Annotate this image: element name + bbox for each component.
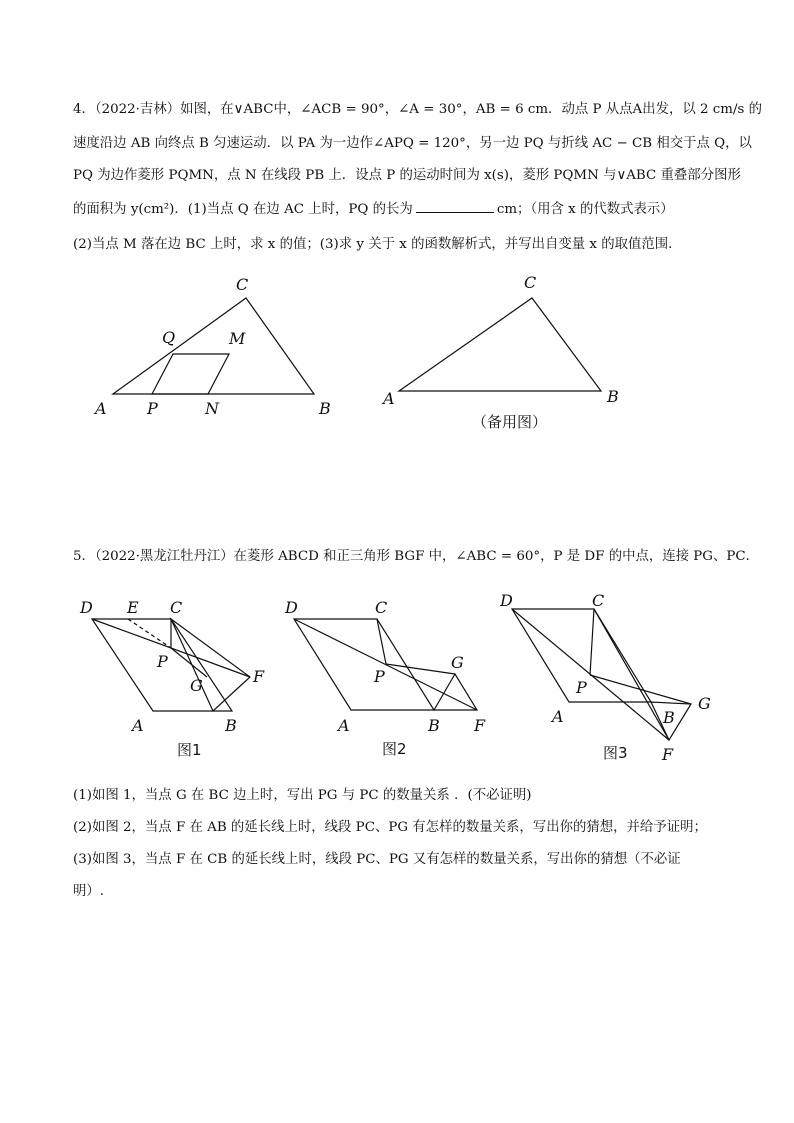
label-f: F (662, 745, 674, 764)
label-p: P (157, 652, 168, 671)
segment-pg (171, 648, 207, 677)
label-d: D (80, 598, 93, 617)
rhombus-abcd (294, 619, 434, 710)
label-b: B (225, 716, 237, 735)
label-g: G (190, 676, 203, 695)
segment-pg (590, 675, 691, 704)
label-c: C (375, 598, 388, 617)
figure-3-caption: 图3 (603, 744, 628, 762)
q4-line-4-end: cm；（用含 x 的代数式表示） (496, 202, 674, 217)
label-a: A (552, 707, 564, 726)
dashed-pe (128, 619, 171, 648)
label-q: Q (162, 328, 176, 347)
label-n: N (205, 399, 219, 418)
label-b: B (663, 708, 675, 727)
q4-line-5: (2)当点 M 落在边 BC 上时，求 x 的值；(3)求 y 关于 x 的函数解析式，并写出自变量 x 的取值范围． (73, 237, 682, 252)
q5-sub-3: (3)如图 3，当点 F 在 CB 的延长线上时，线段 PC、PG 又有怎样的数量关系，写出你的猜想（不必证 (73, 852, 681, 867)
segment-pc (590, 609, 594, 675)
q4-line-3: PQ 为边作菱形 PQMN，点 N 在线段 PB 上．设点 P 的运动时间为 x(s)，菱形 PQMN 与∨ABC 重叠部分图形 (73, 168, 741, 183)
segment-pg (386, 664, 455, 674)
triangle-bgf (171, 619, 250, 711)
label-p: P (374, 667, 385, 686)
q5-line-1: 5．（2022·黑龙江牡丹江）在菱形 ABCD 和正三角形 BGF 中，∠ABC = 60°，P 是 DF 的中点，连接 PG、PC． (73, 549, 760, 564)
q5-sub-2: (2)如图 2，当点 F 在 AB 的延长线上时，线段 PC、PG 有怎样的数量关系，写出你的猜想，并给予证明； (73, 820, 707, 835)
segment-cf (594, 609, 669, 740)
label-b: B (607, 387, 619, 406)
q5-figure-3 (499, 591, 711, 764)
label-f: F (474, 716, 486, 735)
label-d: D (285, 598, 298, 617)
label-b: B (428, 716, 440, 735)
label-c: C (592, 591, 605, 610)
label-p: P (576, 678, 587, 697)
label-c: C (236, 275, 249, 294)
label-f: F (253, 667, 265, 686)
label-a: A (338, 716, 350, 735)
q5-figure-2 (284, 598, 486, 758)
figure-1-caption: 图1 (177, 741, 202, 759)
q5-sub-3-cont: 明）. (73, 884, 105, 899)
label-p: P (147, 399, 158, 418)
figure-2-caption: 图2 (382, 740, 407, 758)
label-g: G (698, 694, 711, 713)
label-c: C (524, 273, 537, 292)
q5-sub-1: (1)如图 1，当点 G 在 BC 边上时，写出 PG 与 PC 的数量关系 ．(不必证明) (73, 788, 532, 803)
spare-figure-caption: （备用图） (472, 413, 548, 431)
label-g: G (451, 653, 464, 672)
q4-line-4-start: 的面积为 y(cm²)．(1)当点 Q 在边 AC 上时，PQ 的长为 (73, 202, 413, 217)
q5-figure-1 (79, 598, 265, 759)
label-c: C (170, 598, 183, 617)
label-a: A (383, 389, 395, 408)
label-a: A (132, 716, 144, 735)
q4-line-1: 4．（2022·吉林）如图，在∨ABC中，∠ACB = 90°，∠A = 30°，AB = 6 cm．动点 P 从点A出发，以 2 cm/s 的 (73, 102, 763, 117)
label-b: B (319, 399, 331, 418)
q4-line-2: 速度沿边 AB 向终点 B 匀速运动．以 PA 为一边作∠APQ = 120°，另一边 PQ 与折线 AC − CB 相交于点 Q，以 (73, 136, 752, 151)
label-d: D (500, 591, 513, 610)
label-e: E (127, 598, 139, 617)
label-a: A (95, 399, 107, 418)
label-m: M (229, 329, 246, 348)
